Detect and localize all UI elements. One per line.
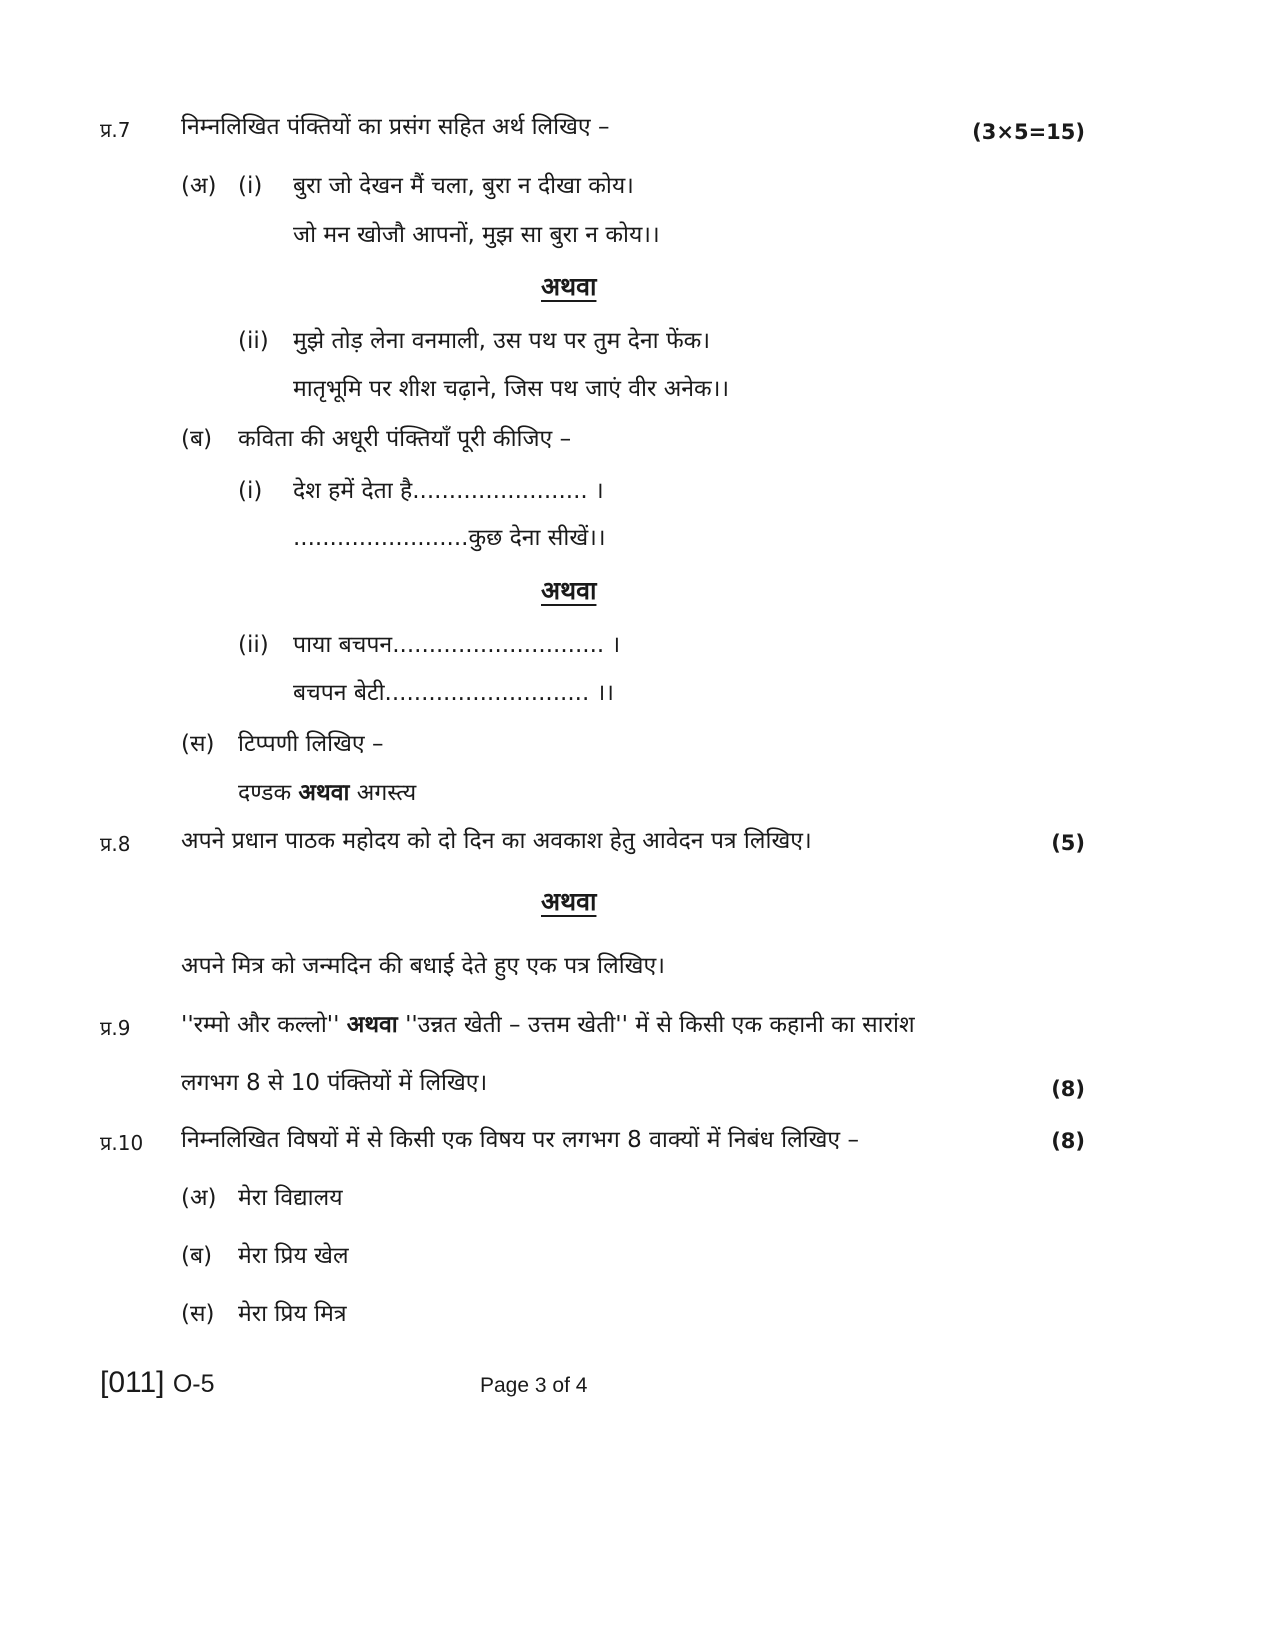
option-text: मेरा प्रिय मित्र — [238, 1301, 347, 1327]
question-text: निम्नलिखित पंक्तियों का प्रसंग सहित अर्थ लिखिए – — [181, 114, 610, 140]
item-label: (ii) — [238, 632, 269, 658]
story-title: ''रम्मो और कल्लो'' — [181, 1012, 340, 1038]
note-option: दण्डक — [238, 780, 292, 806]
paper-set: O-5 — [172, 1370, 215, 1398]
paper-code — [100, 1368, 215, 1398]
sub-label-c: (स) — [181, 731, 215, 757]
verse-line: मुझे तोड़ लेना वनमाली, उस पथ पर तुम देना फेंक। — [293, 328, 711, 354]
question-text: अपने प्रधान पाठक महोदय को दो दिन का अवकाश हेतु आवेदन पत्र लिखिए। — [181, 828, 812, 854]
fill-blank-line: ........................कुछ देना सीखें।। — [293, 525, 606, 551]
or-heading: अथवा — [541, 576, 597, 605]
question-marks: (8) — [1051, 1129, 1085, 1153]
question-marks: (3×5=15) — [972, 120, 1085, 144]
note-option: अगस्त्य — [356, 780, 417, 806]
question-text — [181, 1014, 915, 1037]
question-number: प्र.7 — [100, 118, 131, 142]
question-text-line2: लगभग 8 से 10 पंक्तियों में लिखिए। — [181, 1070, 488, 1096]
sub-label-a: (अ) — [181, 173, 217, 199]
sub-text: कविता की अधूरी पंक्तियाँ पूरी कीजिए – — [238, 426, 572, 452]
item-label: (i) — [238, 478, 263, 504]
or-word: अथवा — [346, 1012, 398, 1038]
question-marks: (5) — [1051, 831, 1085, 855]
or-heading: अथवा — [541, 887, 597, 916]
or-heading: अथवा — [541, 272, 597, 301]
option-text: मेरा प्रिय खेल — [238, 1243, 349, 1269]
verse-line: बुरा जो देखन मैं चला, बुरा न दीखा कोय। — [293, 173, 634, 199]
item-label: (ii) — [238, 328, 269, 354]
fill-blank-line: बचपन बेटी............................ ।। — [293, 680, 615, 706]
option-label: (अ) — [181, 1185, 217, 1211]
note-options — [238, 782, 416, 805]
verse-line: मातृभूमि पर शीश चढ़ाने, जिस पथ जाएं वीर अनेक।। — [293, 376, 730, 402]
verse-line: जो मन खोजौ आपनों, मुझ सा बुरा न कोय।। — [293, 222, 660, 248]
question-number: प्र.9 — [100, 1016, 131, 1040]
sub-text: टिप्पणी लिखिए – — [238, 731, 384, 757]
story-title-rest: ''उन्नत खेती – उत्तम खेती'' में से किसी एक कहानी का सारांश — [405, 1012, 915, 1038]
page-number: Page 3 of 4 — [480, 1374, 588, 1397]
option-label: (ब) — [181, 1243, 213, 1269]
fill-blank-line: देश हमें देता है........................ । — [293, 478, 604, 504]
option-text: मेरा विद्यालय — [238, 1185, 343, 1211]
question-marks: (8) — [1051, 1077, 1085, 1101]
option-label: (स) — [181, 1301, 215, 1327]
or-word: अथवा — [298, 780, 350, 806]
question-text-alt: अपने मित्र को जन्मदिन की बधाई देते हुए एक पत्र लिखिए। — [181, 953, 665, 979]
question-text: निम्नलिखित विषयों में से किसी एक विषय पर लगभग 8 वाक्यों में निबंध लिखिए – — [181, 1127, 859, 1153]
paper-code-number: [011] — [100, 1366, 165, 1399]
item-label: (i) — [238, 173, 263, 199]
fill-blank-line: पाया बचपन............................. । — [293, 632, 621, 658]
sub-label-b: (ब) — [181, 426, 213, 452]
question-number: प्र.8 — [100, 832, 131, 856]
question-number: प्र.10 — [100, 1131, 144, 1155]
